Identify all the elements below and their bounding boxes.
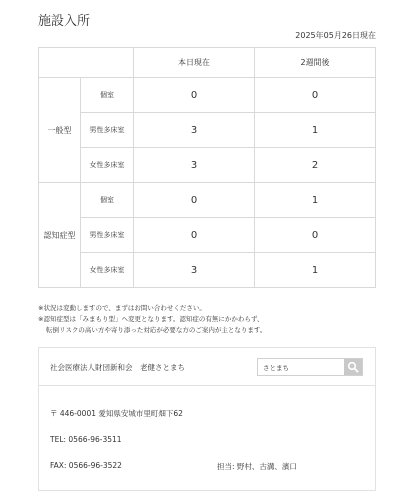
- facility-contact: 担当: 野村、古溝、濱口: [217, 462, 297, 471]
- group-label: 一般型: [39, 78, 81, 183]
- table-row: [39, 183, 376, 218]
- note-line: ※状況は変動しますので、まずはお問い合わせください。: [38, 304, 206, 312]
- today-count: 3: [134, 148, 255, 183]
- today-count: 0: [134, 78, 255, 113]
- table-header-row: [39, 48, 376, 78]
- facility-card-header: [39, 348, 375, 386]
- header-today: 本日現在: [134, 48, 255, 78]
- room-type: 女性多床室: [81, 148, 134, 183]
- note-line: 転倒リスクの高い方や寄り添った対応が必要な方のご案内が主となります。: [46, 326, 267, 334]
- page-title: 施設入所: [38, 14, 91, 29]
- room-type: 男性多床室: [81, 218, 134, 253]
- two-weeks-count: 1: [255, 253, 376, 288]
- room-type: 女性多床室: [81, 253, 134, 288]
- today-count: 3: [134, 253, 255, 288]
- header-blank: [39, 48, 134, 78]
- two-weeks-count: 0: [255, 218, 376, 253]
- facility-tel: TEL: 0566-96-3511: [50, 435, 122, 444]
- as-of-date: 2025年05月26日現在: [295, 31, 376, 40]
- two-weeks-count: 2: [255, 148, 376, 183]
- facility-address: 〒 446-0001 愛知県安城市里町畑下62: [50, 409, 183, 418]
- room-type: 個室: [81, 78, 134, 113]
- table-row: [39, 78, 376, 113]
- header-two-weeks: 2週間後: [255, 48, 376, 78]
- table-row: [39, 253, 376, 288]
- table-row: [39, 148, 376, 183]
- two-weeks-count: 1: [255, 183, 376, 218]
- two-weeks-count: 1: [255, 113, 376, 148]
- today-count: 0: [134, 183, 255, 218]
- two-weeks-count: 0: [255, 78, 376, 113]
- search-icon: [347, 361, 359, 373]
- today-count: 3: [134, 113, 255, 148]
- facility-name: 社会医療法人財団新和会 老健さとまち: [50, 363, 185, 372]
- availability-table: [38, 47, 376, 288]
- group-label: 認知症型: [39, 183, 81, 288]
- room-type: 男性多床室: [81, 113, 134, 148]
- today-count: 0: [134, 218, 255, 253]
- room-type: 個室: [81, 183, 134, 218]
- facility-fax: FAX: 0566-96-3522: [50, 461, 122, 470]
- search-button[interactable]: [344, 359, 362, 375]
- table-row: [39, 218, 376, 253]
- notes: [38, 303, 266, 336]
- search-box: [257, 358, 363, 376]
- facility-card: [38, 347, 376, 491]
- note-line: ※認知症型は「みまもり型」へ変更となります。認知症の有無にかかわらず、: [38, 315, 264, 323]
- table-row: [39, 113, 376, 148]
- search-input[interactable]: [258, 359, 344, 375]
